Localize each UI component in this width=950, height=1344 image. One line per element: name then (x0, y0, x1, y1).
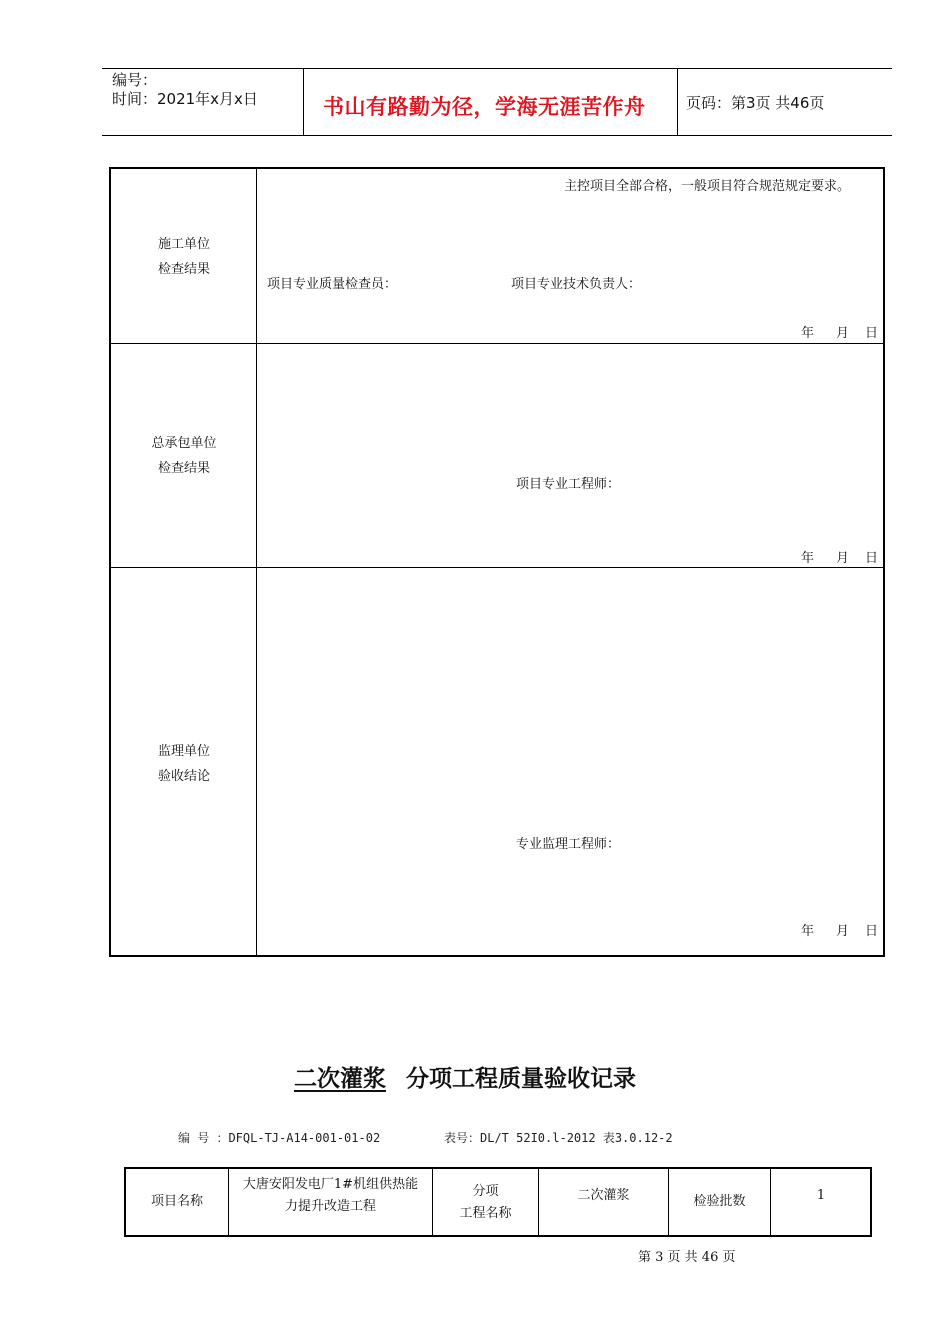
project-name-line-2: 力提升改造工程 (284, 1199, 376, 1214)
header-top-rule (102, 68, 892, 69)
year-label: 年 (801, 924, 815, 939)
sub-label-line-2: 工程名称 (459, 1206, 512, 1221)
day-label: 日 (865, 924, 879, 939)
title-underlined-part: 二次灌浆 (294, 1066, 386, 1092)
time-label: 时间：2021年x月x日 (112, 90, 258, 108)
day-label: 日 (865, 551, 879, 566)
title-rest: 分项工程质量验收记录 (406, 1066, 636, 1092)
supervising-engineer-signature: 专业监理工程师： (516, 837, 621, 852)
batch-count-value: 1 (816, 1188, 826, 1203)
number-label: 编号： (112, 71, 158, 89)
day-label: 日 (865, 326, 879, 341)
table-row-divider-2 (111, 567, 883, 568)
construction-top-note: 主控项目全部合格，一般项目符合规范规定要求。 (564, 179, 851, 194)
supervision-date (801, 920, 878, 939)
record-title (270, 1060, 636, 1093)
project-info-table (124, 1167, 872, 1237)
motto-text: 书山有路勤为径，学海无涯苦作舟 (323, 95, 646, 119)
table-column-divider (256, 169, 257, 955)
table-row-divider-1 (111, 343, 883, 344)
month-label: 月 (836, 924, 850, 939)
sub-item-value: 二次灌浆 (577, 1188, 630, 1203)
month-label: 月 (836, 551, 850, 566)
construction-unit-label (111, 232, 257, 282)
header-divider-left (303, 68, 304, 135)
supervision-unit-label (111, 739, 257, 789)
label-line-2: 验收结论 (157, 769, 210, 784)
batch-count-label: 检验批数 (693, 1194, 746, 1209)
construction-date (801, 322, 878, 341)
contractor-date (801, 547, 878, 566)
page-label: 页码：第3页 共46页 (686, 94, 825, 112)
label-line-2: 检查结果 (157, 262, 210, 277)
project-name-label: 项目名称 (150, 1194, 203, 1209)
year-label: 年 (801, 551, 815, 566)
general-contractor-label (111, 431, 257, 481)
record-number: 编 号 ：DFQL-TJ-A14-001-01-02 (178, 1131, 381, 1145)
project-engineer-signature: 项目专业工程师： (516, 477, 621, 492)
header-divider-right (677, 68, 678, 135)
inspection-table (109, 167, 885, 957)
label-line-1: 总承包单位 (151, 436, 217, 451)
sub-label-line-1: 分项 (472, 1184, 499, 1199)
technical-lead-signature: 项目专业技术负责人： (511, 277, 642, 292)
label-line-1: 监理单位 (157, 744, 210, 759)
quality-inspector-signature: 项目专业质量检查员： (267, 277, 398, 292)
project-name-line-1: 大唐安阳发电厂1#机组供热能 (242, 1177, 419, 1192)
page-footer: 第 3 页 共 46 页 (638, 1250, 736, 1265)
month-label: 月 (836, 326, 850, 341)
label-line-2: 检查结果 (157, 461, 210, 476)
project-name-value (229, 1174, 432, 1218)
header-bottom-rule (102, 135, 892, 136)
sub-item-label (433, 1181, 538, 1225)
label-line-1: 施工单位 (157, 237, 210, 252)
form-number: 表号：DL/T 52I0.l-2012 表3.0.12-2 (444, 1131, 673, 1145)
year-label: 年 (801, 326, 815, 341)
